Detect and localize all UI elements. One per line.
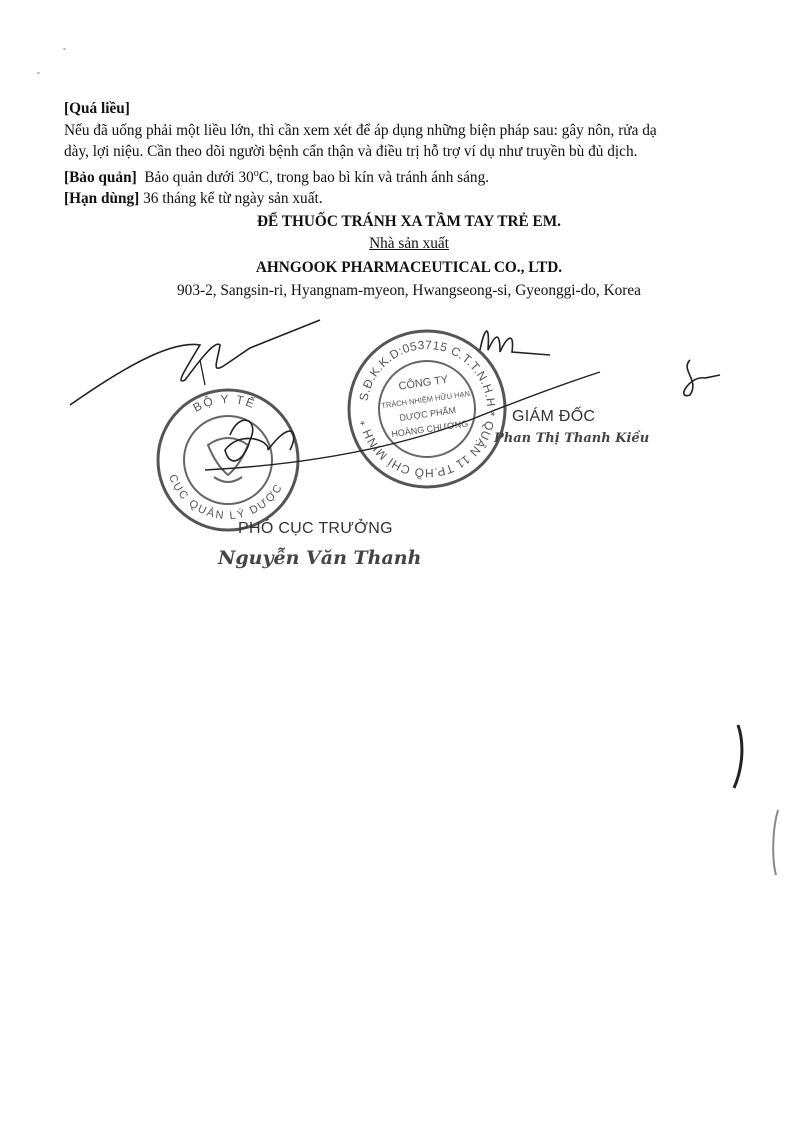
company-stamp-line3: DƯỢC PHẨM (398, 405, 457, 423)
ministry-stamp-bottom: CỤC QUẢN LÝ DƯỢC (166, 472, 286, 523)
document-body (64, 98, 754, 302)
overdose-text-line1: Nếu đã uống phải một liều lớn, thì cần xem xét để áp dụng những biện pháp sau: gây nôn, rửa dạ (64, 121, 657, 139)
overdose-heading: [Quá liều] (64, 100, 130, 117)
manufacturer-label: Nhà sản xuất (369, 235, 449, 253)
company-stamp-line1: CÔNG TY (397, 373, 449, 393)
company-stamp-line4: HOÀNG CHƯƠNG (390, 418, 469, 440)
signature-strokes (0, 300, 800, 500)
company-stamp-ring-text: S.Đ.K.K.D:053715 C.T.T.N.H.H * QUẬN 11 TP.HỒ CHÍ MINH * (356, 337, 499, 481)
scan-speck (63, 48, 66, 50)
deputy-title: PHÓ CỤC TRƯỞNG (238, 520, 393, 537)
child-warning: ĐỂ THUỐC TRÁNH XA TẦM TAY TRẺ EM. (256, 212, 562, 230)
expiry-line (64, 188, 754, 210)
expiry-label: [Hạn dùng] (64, 190, 140, 208)
manufacturer-name: AHNGOOK PHARMACEUTICAL CO., LTD. (255, 258, 563, 276)
overdose-text-line2: dày, lợi niệu. Cần theo dõi người bệnh cẩn thận và điều trị hỗ trợ ví dụ như truyền bù đủ dịch. (64, 143, 638, 160)
director-title: GIÁM ĐỐC (512, 408, 596, 425)
company-stamp-line2: TRÁCH NHIỆM HỮU HẠN (380, 388, 471, 411)
storage-label: [Bảo quản] (64, 168, 137, 186)
storage-line (64, 163, 754, 189)
expiry-text: 36 tháng kể từ ngày sản xuất. (143, 190, 323, 208)
scan-speck (37, 72, 40, 74)
storage-text-after: C, trong bao bì kín và tránh ánh sáng. (258, 168, 490, 186)
storage-text-before: Bảo quản dưới 30 (144, 168, 254, 186)
director-name: Phan Thị Thanh Kiều (494, 431, 650, 446)
manufacturer-address: 903-2, Sangsin-ri, Hyangnam-myeon, Hwangseong-si, Gyeonggi-do, Korea (177, 282, 641, 300)
page-edge-marks (720, 700, 800, 900)
storage-degree: o (253, 167, 259, 179)
ministry-stamp-top: BỘ Y TẾ (190, 391, 259, 415)
deputy-name: Nguyễn Văn Thanh (218, 547, 422, 569)
